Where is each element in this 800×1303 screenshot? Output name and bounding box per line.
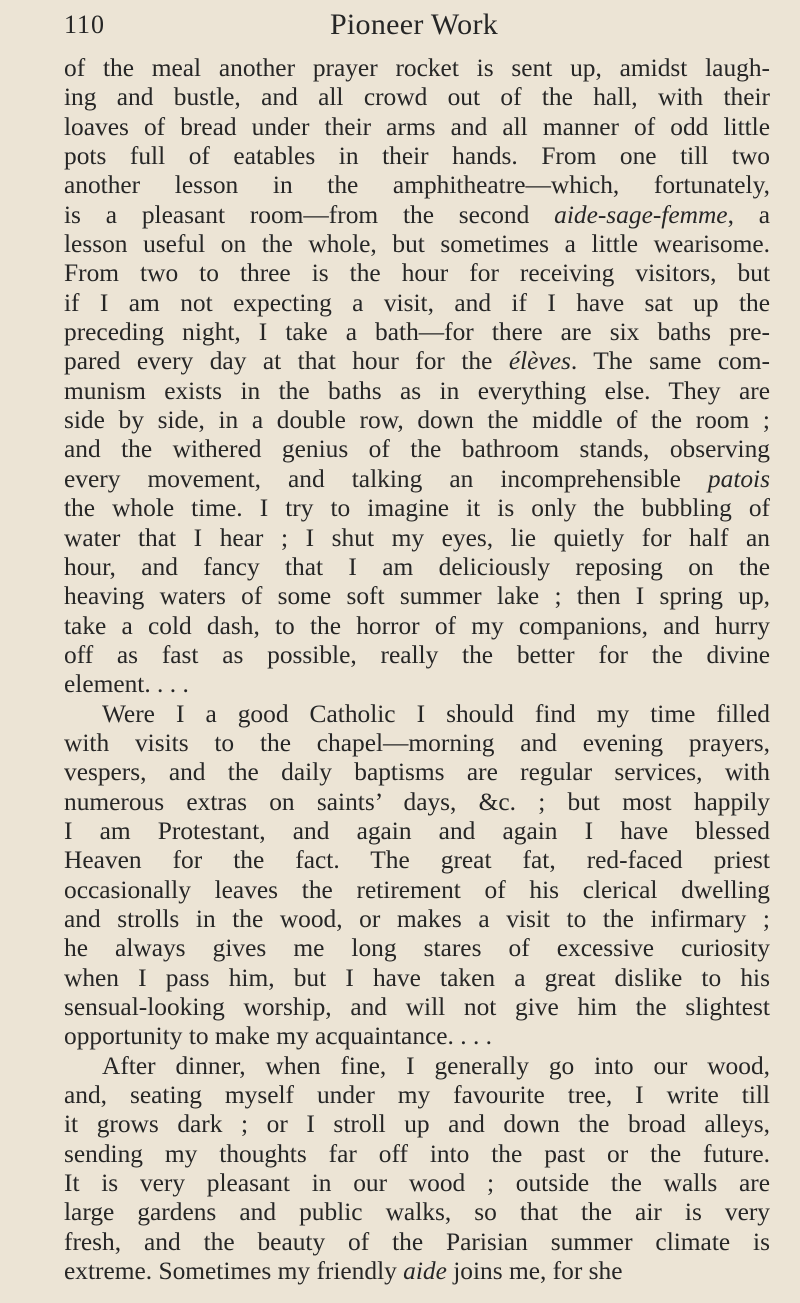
text-segment: water that I hear ; I shut my eyes, lie quietly for half an	[64, 523, 770, 552]
text-line	[64, 435, 770, 464]
text-line	[64, 758, 770, 787]
text-segment: when I pass him, but I have taken a great dislike to his	[64, 963, 770, 992]
text-line	[64, 1140, 770, 1169]
text-segment: joins me, for she	[446, 1257, 623, 1286]
text-segment: another lesson in the amphitheatre—which, fortunately,	[64, 171, 770, 200]
text-segment: element. . . .	[64, 670, 189, 699]
text-line	[64, 494, 770, 523]
italic-term: élèves	[508, 347, 571, 376]
text-segment: heaving waters of some soft summer lake ; then I spring up,	[64, 582, 770, 611]
text-segment: it grows dark ; or I stroll up and down the broad alleys,	[64, 1110, 770, 1139]
text-segment: and strolls in the wood, or makes a visit to the infirmary ;	[64, 904, 770, 933]
text-segment: loaves of bread under their arms and all manner of odd little	[64, 112, 770, 141]
text-segment: From two to three is the hour for receiving visitors, but	[64, 259, 770, 288]
italic-term: aide	[403, 1257, 447, 1286]
text-line	[64, 1228, 770, 1257]
text-segment: he always gives me long stares of excessive curiosity	[64, 934, 770, 963]
text-segment: every movement, and talking an incomprehensible	[64, 464, 708, 493]
running-head	[64, 6, 764, 50]
text-segment: numerous extras on saints’ days, &c. ; but most happily	[64, 787, 770, 816]
text-segment: pots full of eatables in their hands. From one till two	[64, 142, 770, 171]
paragraph	[64, 54, 770, 700]
text-line	[64, 83, 770, 112]
text-segment: off as fast as possible, really the better for the divine	[64, 640, 770, 669]
text-segment: fresh, and the beauty of the Parisian summer climate is	[64, 1227, 770, 1256]
text-line	[64, 1022, 770, 1051]
text-line	[64, 259, 770, 288]
text-line	[64, 1081, 770, 1110]
text-segment: of the meal another prayer rocket is sent up, amidst laugh-	[64, 54, 770, 82]
text-line	[64, 1052, 770, 1081]
paragraph	[64, 700, 770, 1052]
text-segment: occasionally leaves the retirement of his clerical dwelling	[64, 875, 770, 904]
text-line	[64, 171, 770, 200]
text-line	[64, 788, 770, 817]
text-line	[64, 54, 770, 83]
italic-term: patois	[707, 464, 770, 493]
text-segment: Were I a good Catholic I should find my time filled	[102, 699, 770, 728]
text-line	[64, 934, 770, 963]
text-segment: extreme. Sometimes my friendly	[64, 1257, 404, 1286]
text-segment: side by side, in a double row, down the middle of the room ;	[64, 406, 770, 435]
page-number: 110	[64, 10, 106, 39]
text-line	[64, 524, 770, 553]
text-line	[64, 817, 770, 846]
text-segment: munism exists in the baths as in everything else. They are	[64, 376, 770, 405]
text-segment: take a cold dash, to the horror of my companions, and hurry	[64, 611, 770, 640]
text-segment: lesson useful on the whole, but sometimes a little wearisome.	[64, 230, 770, 259]
text-line	[64, 729, 770, 758]
text-line	[64, 142, 770, 171]
text-segment: ing and bustle, and all crowd out of the hall, with their	[64, 83, 770, 112]
text-line	[64, 1257, 770, 1286]
text-segment: I am Protestant, and again and again I have blessed	[64, 816, 770, 845]
text-line	[64, 230, 770, 259]
text-segment: and the withered genius of the bathroom stands, observing	[64, 435, 770, 464]
text-line	[64, 700, 770, 729]
text-line	[64, 1169, 770, 1198]
text-line	[64, 670, 770, 699]
body-text	[64, 54, 770, 1286]
text-segment: Heaven for the fact. The great fat, red-faced priest	[64, 846, 770, 875]
text-line	[64, 641, 770, 670]
text-line	[64, 465, 770, 494]
text-line	[64, 993, 770, 1022]
text-segment: and, seating myself under my favourite tree, I write till	[64, 1081, 770, 1110]
text-segment: is a pleasant room—from the second	[64, 200, 555, 229]
text-line	[64, 964, 770, 993]
text-line	[64, 113, 770, 142]
text-segment: It is very pleasant in our wood ; outside the walls are	[64, 1169, 770, 1198]
text-segment: . The same com-	[570, 347, 771, 376]
text-line	[64, 846, 770, 875]
text-segment: large gardens and public walks, so that the air is very	[64, 1198, 770, 1227]
text-segment: vespers, and the daily baptisms are regular services, with	[64, 758, 770, 787]
text-segment: if I am not expecting a visit, and if I have sat up the	[64, 288, 770, 317]
text-line	[64, 582, 770, 611]
italic-term: aide-sage-femme	[554, 200, 728, 229]
text-segment: the whole time. I try to imagine it is only the bubbling of	[64, 494, 770, 523]
text-line	[64, 289, 770, 318]
text-segment: pared every day at that hour for the	[64, 347, 509, 376]
text-segment: sending my thoughts far off into the past or the future.	[64, 1139, 770, 1168]
text-line	[64, 406, 770, 435]
text-line	[64, 876, 770, 905]
text-segment: preceding night, I take a bath—for there are six baths pre-	[64, 318, 770, 347]
text-line	[64, 905, 770, 934]
paragraph	[64, 1052, 770, 1287]
text-line	[64, 377, 770, 406]
text-line	[64, 612, 770, 641]
text-line	[64, 1198, 770, 1227]
text-line	[64, 347, 770, 376]
text-segment: , a	[727, 200, 770, 229]
text-segment: sensual-looking worship, and will not give him the slightest	[64, 993, 770, 1021]
text-segment: hour, and fancy that I am deliciously reposing on the	[64, 552, 770, 581]
text-segment: with visits to the chapel—morning and evening prayers,	[64, 728, 770, 757]
text-segment: After dinner, when fine, I generally go into our wood,	[102, 1051, 770, 1080]
text-segment: opportunity to make my acquaintance. . . .	[64, 1022, 492, 1051]
text-line	[64, 201, 770, 230]
text-line	[64, 553, 770, 582]
text-line	[64, 1110, 770, 1139]
running-title: Pioneer Work	[329, 8, 499, 41]
text-line	[64, 318, 770, 347]
